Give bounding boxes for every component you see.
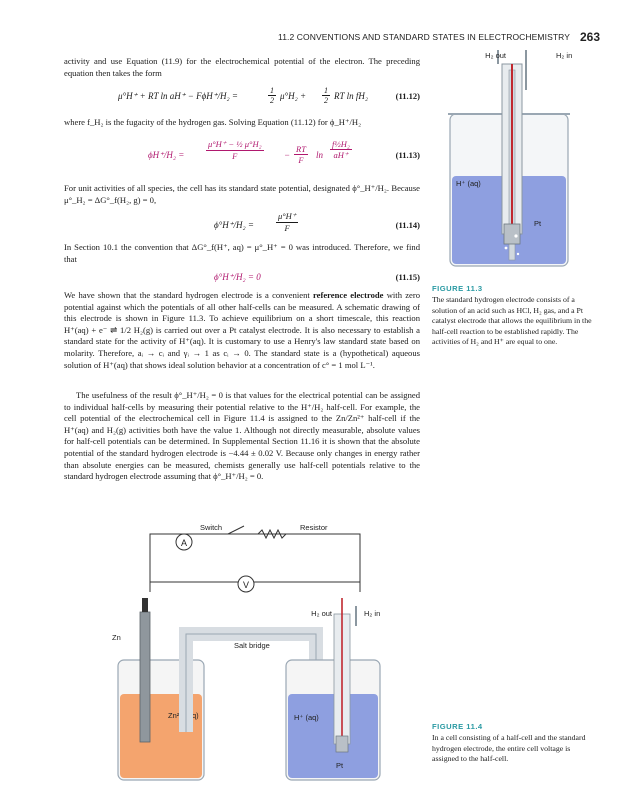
pt-electrode-113	[504, 224, 520, 244]
label-h2-out-113: H₂ out	[485, 51, 506, 60]
acid-solution-114	[288, 694, 378, 778]
paragraph-6: The usefulness of the result ϕ°_H⁺/H₂ = 0 is that values for the electrical potential can be assigned to individual half-cells by measuring their potential relative to the H⁺/H₂ half-cell. For example, the cell potential of the electrochemical cell in Figure 11.4 is assigned to the Zn/Zn²⁺ half-cell if the H⁺(aq) and H₂(g) activities both have the value 1. Although not directly measurable, absolute values for half-cell potentials can be determined. In Supplemental Section 11.16 it is shown that the absolute potential of the standard hydrogen electrode is −4.44 ± 0.02 V. Because only changes in energy rather than absolute energies can be measured, chemists generally use half-cell potentials relative to the standard hydrogen electrode assuming that ϕ°_H⁺/H₂ = 0.	[64, 390, 420, 482]
paragraph-2: where f_H₂ is the fugacity of the hydrogen gas. Solving Equation (11.12) for ϕ_H⁺/H₂	[64, 117, 362, 127]
figure-11-3-caption	[432, 284, 592, 348]
page-number: 263	[579, 30, 600, 44]
label-h2-out-114: H₂ out	[311, 609, 332, 618]
eq1115-text: ϕ°H⁺/H₂ = 0	[214, 272, 261, 282]
label-h2-in-113: H₂ in	[556, 51, 573, 60]
equation-11-12	[64, 86, 420, 108]
equation-11-14	[64, 210, 420, 238]
figure-11-3-title: FIGURE 11.3	[432, 284, 483, 293]
paragraph-1: activity and use Equation (11.9) for the electrochemical potential of the electron. The preceding equation then takes the form	[64, 56, 420, 78]
label-h-aq-114: H⁺ (aq)	[294, 713, 319, 722]
ammeter-label: A	[180, 538, 188, 548]
eq1113-frac-3: $\frac{\text{f½H₂}}{aH^+}$	[332, 139, 350, 160]
eq1114-frac: $\frac{\mu^\circ H^+}{F}$	[278, 211, 297, 233]
label-resistor: Resistor	[300, 523, 328, 532]
figure-11-4-text: In a cell consisting of a half-cell and the standard hydrogen electrode, the entire cell voltage is assigned to the half-cell.	[432, 733, 586, 764]
eq1112-lhs: μ°H⁺ + RT ln aH⁺ − FϕH⁺/H₂ =	[118, 91, 238, 101]
eq1114-lhs: ϕ°H⁺/H₂ =	[214, 220, 254, 230]
eq1113-frac-1: $\frac{\text{μ°H⁺ − ½ μ°H₂}}{F}$	[208, 139, 262, 161]
equation-11-13	[64, 134, 420, 174]
label-salt-bridge: Salt bridge	[234, 641, 270, 650]
eq1113-ln: ln	[316, 150, 324, 160]
label-pt-113: Pt	[534, 219, 542, 228]
eq1113-number: (11.13)	[395, 150, 420, 160]
eq1113-minus: −	[284, 150, 291, 160]
label-zn: Zn	[112, 633, 121, 642]
eq1113-frac-2: $\frac{RT}{F}$	[296, 144, 306, 165]
switch-symbol	[228, 526, 244, 534]
eq1113-lhs: ϕH⁺/H₂ =	[148, 150, 185, 160]
eq1112-half-2: $\frac{1}{2}$	[324, 86, 328, 105]
figure-11-3-drawing	[438, 50, 578, 280]
paragraph-5: We have shown that the standard hydrogen electrode is a convenient reference electrode with zero potential against which the potentials of all other half-cells can be measured. A schematic drawing of this electrode is shown in Figure 11.3. To achieve equilibrium on a short timescale, this reaction H⁺(aq) + e⁻ ⇌ 1/2 H₂(g) is carried out over a Pt catalyst electrode. It is also necessary to establish a standard state for the activity of H⁺(aq). It is customary to use a Henry's law standard state based on molarity. Therefore, aᵢ → cᵢ and γᵢ → 1 as cᵢ → 0. The standard state is a (hypothetical) aqueous solution of H⁺(aq) that shows ideal solution behavior at a concentration of c° = 1 mol L⁻¹.	[64, 290, 421, 370]
label-switch: Switch	[200, 523, 223, 532]
running-title: 11.2 CONVENTIONS AND STANDARD STATES IN ELECTROCHEMISTRY	[278, 32, 570, 42]
label-pt-114: Pt	[336, 761, 344, 770]
paragraph-4: In Section 10.1 the convention that ΔG°_f(H⁺, aq) = μ°_H⁺ = 0 was introduced. Therefore, we find that	[64, 242, 420, 264]
reference-electrode-term: reference electrode	[313, 290, 384, 300]
label-h2-in-114: H₂ in	[364, 609, 381, 618]
figure-11-4-title: FIGURE 11.4	[432, 722, 483, 731]
pt-electrode-114	[336, 736, 348, 752]
eq1112-half-1: $\frac{1}{2}$	[270, 86, 274, 105]
eq1112-number: (11.12)	[395, 91, 420, 101]
eq1115-number: (11.15)	[395, 272, 420, 282]
figure-11-4-drawing	[110, 522, 410, 790]
label-h-aq-113: H⁺ (aq)	[456, 179, 481, 188]
equation-11-15	[64, 272, 420, 286]
voltmeter-label: V	[242, 580, 250, 590]
figure-11-4-caption	[432, 722, 592, 765]
eq1114-number: (11.14)	[395, 220, 420, 230]
running-header	[60, 30, 600, 44]
eq1112-rhs: μ°H₂ +	[280, 91, 307, 101]
eq1112-rhs-2: RT ln fH₂	[334, 91, 368, 101]
figure-11-3-text: The standard hydrogen electrode consists of a solution of an acid such as HCl, H₂ gas, and a Pt catalyst electrode that allows the equilibrium in the half-cell reaction to be established rapidly. The activities of H₂ and H⁺ are equal to one.	[432, 295, 592, 347]
zn-electrode	[140, 612, 150, 742]
label-zn-aq: Zn²⁺ (aq)	[168, 711, 199, 720]
paragraph-3: For unit activities of all species, the cell has its standard state potential, designated ϕ°_H⁺/H₂. Because μ°_H₂ = ΔG°_f(H₂, g) = 0,	[64, 183, 420, 205]
